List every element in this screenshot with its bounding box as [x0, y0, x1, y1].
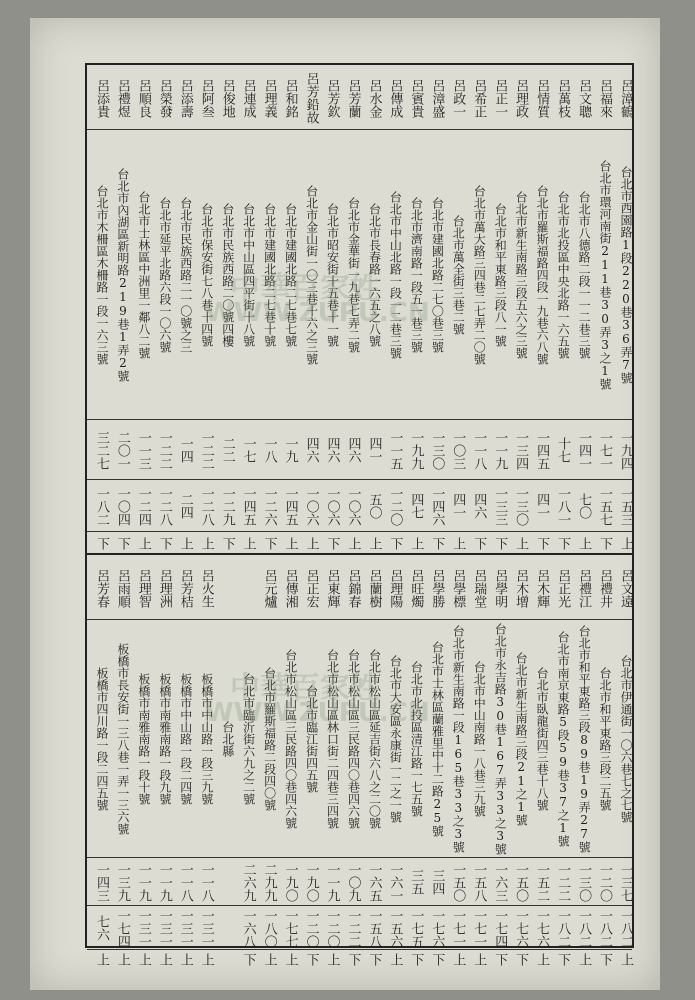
top-seq-cell: 一四六 — [429, 486, 445, 526]
top-address-cell: 台北市長春路一六五之八號 — [367, 203, 382, 347]
bottom-votes-cell: 二六九 — [240, 862, 256, 902]
bottom-name-cell: 呂理洲 — [156, 568, 172, 608]
top-votes-cell: 二〇一 — [114, 430, 130, 470]
top-pos-cell: 上 — [617, 536, 633, 550]
top-address-cell: 台北市木柵區木柵路一段一六三號 — [94, 185, 109, 365]
top-seq-cell: 一〇六 — [345, 486, 361, 526]
top-address-cell: 台北市保安街七八巷十四號 — [199, 203, 214, 347]
top-name-cell: 呂阿叁 — [198, 78, 214, 118]
top-seq-cell: 一三〇 — [513, 486, 529, 526]
bottom-seq-cell: 一三一 — [135, 909, 151, 948]
top-pos-cell: 上 — [177, 536, 193, 550]
bottom-pos-cell: 上 — [617, 953, 633, 966]
bottom-votes-cell: 三四 — [429, 869, 445, 895]
top-address-cell: 台北市建國北路二七巷七號 — [283, 203, 298, 347]
top-name-cell: 呂俊地 — [219, 78, 235, 118]
watermark: 中華百家姓 — [230, 271, 380, 306]
top-votes-cell: 一三四 — [513, 430, 529, 470]
top-seq-cell: 一〇六 — [324, 486, 340, 526]
bottom-votes-cell — [213, 861, 234, 903]
top-name-cell: 呂連成 — [240, 78, 256, 118]
bottom-address-cell: 台北市新生南路一段165巷33之3號 — [451, 625, 466, 853]
bottom-seq-cell: 一五六 — [387, 909, 403, 948]
bottom-pos-cell: 下 — [429, 953, 445, 966]
top-pos-cell: 下 — [387, 536, 403, 550]
bottom-name-cell: 呂錦春 — [345, 568, 361, 608]
bottom-name-cell: 呂東輝 — [324, 568, 340, 608]
top-seq-cell: 一五三 — [617, 486, 633, 526]
bottom-address-cell: 台北市松山區延吉街六八之二〇號 — [367, 649, 382, 829]
bottom-votes-cell: 一五〇 — [513, 862, 529, 902]
top-name-cell: 呂理政 — [513, 78, 529, 118]
bottom-address-cell: 台北市中山南路一八巷三九號 — [472, 661, 487, 817]
top-pos-cell: 上 — [240, 536, 256, 550]
bottom-name-cell: 呂雨順 — [114, 568, 130, 608]
top-address-cell: 台北市北投區中央北路一六五號 — [556, 191, 571, 359]
watermark: WWW.ZUPU.CN — [205, 698, 430, 728]
table-rule — [87, 553, 632, 555]
bottom-pos-cell: 上 — [387, 953, 403, 966]
table-rule — [87, 531, 632, 532]
bottom-seq-cell: 一六八 — [240, 909, 256, 948]
bottom-pos-cell: 上 — [261, 953, 277, 966]
bottom-pos-cell: 下 — [597, 953, 613, 966]
bottom-name-cell: 呂芳桔 — [177, 568, 193, 608]
top-address-cell: 台北市民族西路二一〇號之三 — [178, 197, 193, 353]
bottom-seq-cell: 一三一 — [198, 909, 214, 948]
top-address-cell: 台北市民族西路二〇號四樓 — [220, 203, 235, 347]
top-votes-cell: 一三〇 — [429, 430, 445, 470]
bottom-seq-cell: 一八〇 — [261, 909, 277, 948]
bottom-address-cell: 台北市和平東路三段89巷19弄27號 — [577, 625, 592, 853]
bottom-seq-cell: 一七六 — [513, 909, 529, 948]
bottom-address-cell: 台北市臨江街四五號 — [304, 685, 319, 793]
bottom-seq-cell: 一七五 — [408, 909, 424, 948]
bottom-pos-cell: 下 — [492, 953, 508, 966]
top-seq-cell: 七〇 — [576, 493, 592, 519]
bottom-name-cell: 呂學明 — [492, 568, 508, 608]
bottom-pos-cell: 上 — [450, 953, 466, 966]
top-votes-cell: 一一三 — [135, 430, 151, 470]
top-seq-cell: 一二八 — [198, 486, 214, 526]
top-seq-cell: 一二〇 — [387, 486, 403, 526]
top-votes-cell: 四一 — [366, 437, 382, 463]
top-seq-cell: 一二六 — [261, 486, 277, 526]
bottom-pos-cell: 上 — [534, 953, 550, 966]
bottom-pos-cell: 上 — [471, 953, 487, 966]
watermark: 中華百家姓 — [230, 671, 380, 706]
table-rule — [87, 479, 632, 480]
bottom-seq-cell: 一七四 — [114, 909, 130, 948]
top-name-cell: 呂希正 — [471, 78, 487, 118]
bottom-pos-cell: 下 — [303, 953, 319, 966]
top-votes-cell: 三二七 — [93, 430, 109, 470]
top-pos-cell: 下 — [93, 536, 109, 550]
top-votes-cell: 一九 — [282, 437, 298, 463]
bottom-address-cell: 台北市士林區蘭雅里中十二路25號 — [430, 641, 445, 837]
top-seq-cell: 一八一 — [555, 486, 571, 526]
bottom-pos-cell: 上 — [576, 953, 592, 966]
bottom-pos-cell: 上 — [324, 953, 340, 966]
top-votes-cell: 一一五 — [387, 430, 403, 470]
top-address-cell: 台北市八德路二段一一二巷三號 — [577, 191, 592, 359]
top-seq-cell: 一五七 — [597, 486, 613, 526]
top-pos-cell: 上 — [303, 536, 319, 550]
bottom-seq-cell: 一八二 — [597, 909, 613, 948]
top-pos-cell: 下 — [261, 536, 277, 550]
bottom-seq-cell: 一八二 — [617, 909, 633, 948]
top-name-cell: 呂理義 — [261, 78, 277, 118]
top-name-cell: 呂和銘 — [282, 78, 298, 118]
bottom-votes-cell: 二九九 — [261, 862, 277, 902]
bottom-votes-cell: 一五八 — [471, 862, 487, 902]
top-pos-cell: 上 — [408, 536, 424, 550]
bottom-seq-cell: 一七六 — [429, 909, 445, 948]
bottom-address-cell: 板橋市中山路一段三九號 — [199, 673, 214, 805]
top-votes-cell: 一七一 — [597, 430, 613, 470]
bottom-votes-cell: 一九〇 — [282, 862, 298, 902]
top-votes-cell: 一四 — [177, 437, 193, 463]
top-name-cell: 呂文聰 — [576, 78, 592, 118]
top-address-cell: 台北市建國北路二七巷十號 — [262, 203, 277, 347]
table-rule — [87, 949, 632, 950]
bottom-name-cell: 呂蘭樹 — [366, 568, 382, 608]
bottom-address-cell: 台北市臨沂街六九之二號 — [241, 673, 256, 805]
bottom-address-cell: 台北市大安區永康街一二之一號 — [388, 655, 403, 823]
bottom-votes-cell: 一一九 — [135, 862, 151, 902]
bottom-address-cell: 板橋市南雅南路一段九號 — [157, 673, 172, 805]
bottom-votes-cell: 一一八 — [198, 862, 214, 902]
table-rule — [87, 857, 632, 858]
bottom-seq-cell: 一七七 — [282, 909, 298, 948]
top-votes-cell: 一一八 — [471, 430, 487, 470]
bottom-address-cell: 台北市伊通街一〇六巷七之七號 — [618, 655, 633, 823]
top-address-cell: 台北市中山區四平街十八號 — [241, 203, 256, 347]
bottom-address-cell: 台北市新生南路三段21之1號 — [514, 652, 529, 826]
bottom-seq-cell — [213, 909, 234, 947]
top-address-cell: 台北市萬全街三巷二號 — [451, 215, 466, 335]
top-name-cell: 呂正一 — [492, 78, 508, 118]
bottom-name-cell: 呂木輝 — [534, 568, 550, 608]
bottom-pos-cell: 上 — [93, 953, 109, 966]
top-address-cell: 台北市濟南路一段五一巷三號 — [409, 197, 424, 353]
bottom-name-cell: 呂理智 — [135, 568, 151, 608]
top-address-cell: 台北市昭安街十五巷十一號 — [325, 203, 340, 347]
top-pos-cell: 上 — [282, 536, 298, 550]
bottom-seq-cell: 七六 — [93, 915, 109, 941]
table-rule — [87, 619, 632, 620]
top-seq-cell: 一〇四 — [114, 486, 130, 526]
bottom-seq-cell: 一二〇 — [324, 909, 340, 948]
bottom-address-cell: 台北市和平東路三段二五號 — [598, 667, 613, 811]
bottom-votes-cell: 一六三 — [492, 862, 508, 902]
top-name-cell: 呂榮發 — [156, 78, 172, 118]
top-address-cell: 台北市金山街一〇三巷十六之三號 — [304, 185, 319, 365]
bottom-name-cell — [213, 559, 234, 617]
bottom-name-cell: 呂學勝 — [429, 568, 445, 608]
top-pos-cell: 下 — [471, 536, 487, 550]
bottom-votes-cell: 一五〇 — [450, 862, 466, 902]
top-name-cell: 呂漳鶴 — [617, 78, 633, 118]
bottom-pos-cell: 下 — [513, 953, 529, 966]
table-rule — [87, 419, 632, 420]
bottom-votes-cell: 一二〇 — [597, 862, 613, 902]
top-address-cell: 台北市羅斯福路四段一九巷六八號 — [535, 185, 550, 365]
top-pos-cell: 下 — [534, 536, 550, 550]
top-address-cell: 台北市金華街一九巷七弄二號 — [346, 197, 361, 353]
top-address-cell: 台北市環河南街211巷30弄3之1號 — [598, 160, 613, 390]
bottom-seq-cell: 一七一 — [471, 909, 487, 948]
bottom-votes-cell: 一一九 — [156, 862, 172, 902]
top-votes-cell: 四六 — [345, 437, 361, 463]
bottom-name-cell: 呂旺燭 — [408, 568, 424, 608]
top-pos-cell: 下 — [555, 536, 571, 550]
bottom-name-cell: 呂火生 — [198, 568, 214, 608]
top-seq-cell: 一四五 — [282, 486, 298, 526]
bottom-address-cell: 板橋市四川路一段二四五號 — [94, 667, 109, 811]
top-name-cell: 呂芳蘭 — [345, 78, 361, 118]
top-pos-cell: 下 — [492, 536, 508, 550]
top-seq-cell: 四六 — [471, 493, 487, 519]
top-seq-cell: 一四五 — [240, 486, 256, 526]
bottom-seq-cell: 一七四 — [492, 909, 508, 948]
top-name-cell: 呂賓貴 — [408, 78, 424, 118]
top-name-cell: 呂水金 — [366, 78, 382, 118]
bottom-pos-cell: 上 — [177, 953, 193, 966]
top-seq-cell: 四一 — [450, 493, 466, 519]
top-address-cell: 台北市和平東路三段八一號 — [493, 203, 508, 347]
bottom-votes-cell: 一一九 — [324, 862, 340, 902]
top-name-cell: 呂情質 — [534, 78, 550, 118]
top-pos-cell: 下 — [429, 536, 445, 550]
bottom-name-cell: 呂芳春 — [93, 568, 109, 608]
bottom-seq-cell: 一八二 — [555, 909, 571, 948]
bottom-address-cell: 台北市南京東路5段59巷37之1號 — [556, 631, 571, 847]
top-seq-cell: 四七 — [408, 493, 424, 519]
top-seq-cell: 一二四 — [135, 486, 151, 526]
bottom-votes-cell: 一〇九 — [345, 862, 361, 902]
top-pos-cell: 下 — [114, 536, 130, 550]
bottom-votes-cell: 一三七 — [617, 862, 633, 902]
top-pos-cell: 下 — [324, 536, 340, 550]
bottom-votes-cell: 一五二 — [534, 862, 550, 902]
bottom-name-cell: 呂禮江 — [576, 568, 592, 608]
top-seq-cell: 一三三 — [492, 486, 508, 526]
bottom-seq-cell: 一八二 — [576, 909, 592, 948]
top-name-cell: 呂萬枝 — [555, 78, 571, 118]
top-name-cell: 呂漳盛 — [429, 78, 445, 118]
bottom-name-cell: 呂正宏 — [303, 568, 319, 608]
top-name-cell: 呂添貴 — [93, 78, 109, 118]
bottom-name-cell: 呂學標 — [450, 568, 466, 608]
name-register-table — [85, 63, 634, 966]
bottom-seq-cell: 一七六 — [534, 909, 550, 948]
bottom-votes-cell: 一九〇 — [303, 862, 319, 902]
bottom-pos-cell: 上 — [156, 953, 172, 966]
top-votes-cell: 四六 — [324, 437, 340, 463]
top-votes-cell: 四六 — [303, 437, 319, 463]
table-rule — [87, 129, 632, 130]
top-seq-cell: 五〇 — [366, 493, 382, 519]
top-votes-cell: 一九九 — [408, 430, 424, 470]
top-pos-cell: 上 — [198, 536, 214, 550]
bottom-pos-cell: 上 — [282, 953, 298, 966]
top-name-cell: 呂福來 — [597, 78, 613, 118]
top-pos-cell: 下 — [219, 536, 235, 550]
bottom-pos-cell: 上 — [198, 953, 214, 966]
top-pos-cell: 上 — [450, 536, 466, 550]
bottom-name-cell: 呂瑞堂 — [471, 568, 487, 608]
top-votes-cell: 一一九 — [492, 430, 508, 470]
bottom-address-cell: 板橋市長安街一三八巷一弄一三六號 — [115, 643, 130, 835]
top-pos-cell: 上 — [345, 536, 361, 550]
bottom-pos-cell: 上 — [114, 953, 130, 966]
top-name-cell: 呂芳欽 — [324, 78, 340, 118]
bottom-votes-cell: 一二二 — [555, 862, 571, 902]
top-name-cell: 呂禮煜 — [114, 78, 130, 118]
top-pos-cell: 上 — [576, 536, 592, 550]
top-votes-cell: 一四一 — [576, 430, 592, 470]
bottom-name-cell — [234, 559, 255, 617]
bottom-votes-cell: 一四三 — [93, 862, 109, 902]
bottom-seq-cell: 一二二 — [345, 909, 361, 948]
bottom-votes-cell: 一三九 — [114, 862, 130, 902]
top-address-cell: 台北市士林區中洲里一鄰八二號 — [136, 191, 151, 359]
bottom-address-cell: 台北市臥龍街四三巷十八號 — [535, 667, 550, 811]
top-pos-cell: 上 — [135, 536, 151, 550]
bottom-seq-cell: 一三一 — [156, 909, 172, 948]
top-seq-cell: 一二八 — [156, 486, 172, 526]
top-votes-cell: 一二二 — [156, 430, 172, 470]
bottom-votes-cell: 一一八 — [177, 862, 193, 902]
top-pos-cell: 下 — [156, 536, 172, 550]
bottom-votes-cell: 三五 — [408, 869, 424, 895]
bottom-name-cell: 呂木增 — [513, 568, 529, 608]
top-seq-cell: 二四 — [177, 493, 193, 519]
bottom-votes-cell: 一三〇 — [576, 862, 592, 902]
top-name-cell: 呂順良 — [135, 78, 151, 118]
top-seq-cell: 四一 — [534, 493, 550, 519]
top-votes-cell: 一七 — [240, 437, 256, 463]
bottom-address-cell: 台北市永吉路30巷167弄33之3號 — [493, 623, 508, 855]
bottom-name-cell: 呂理陽 — [387, 568, 403, 608]
top-pos-cell: 上 — [513, 536, 529, 550]
top-seq-cell: 一二九 — [219, 486, 235, 526]
top-name-cell: 呂添壽 — [177, 78, 193, 118]
top-name-cell: 呂芳鉛故 — [303, 72, 319, 124]
bottom-pos-cell: 上 — [135, 953, 151, 966]
top-votes-cell: 一八 — [261, 437, 277, 463]
bottom-pos-cell: 下 — [240, 953, 256, 966]
bottom-name-cell: 呂傳湘 — [282, 568, 298, 608]
bottom-votes-cell: 一六五 — [366, 862, 382, 902]
bottom-address-cell: 台北市松山區三民路四〇巷四六號 — [283, 649, 298, 829]
bottom-seq-cell: 一五八 — [366, 909, 382, 948]
top-votes-cell: 十七 — [555, 437, 571, 463]
bottom-seq-cell: 一七一 — [450, 909, 466, 948]
bottom-address-cell: 台北市松山區林口街二四巷三四號 — [325, 649, 340, 829]
bottom-name-cell: 呂文遠 — [617, 568, 633, 608]
top-votes-cell: 一二二 — [198, 430, 214, 470]
top-name-cell: 呂政一 — [450, 78, 466, 118]
top-address-cell: 台北市萬大路三四巷二七弄二〇號 — [472, 185, 487, 365]
top-votes-cell: 一四五 — [534, 430, 550, 470]
top-address-cell: 台北市建國北路二七〇巷三號 — [430, 197, 445, 353]
bottom-name-cell: 呂禮井 — [597, 568, 613, 608]
document-page — [30, 18, 660, 990]
bottom-pos-cell: 下 — [555, 953, 571, 966]
bottom-votes-cell: 一六一 — [387, 862, 403, 902]
bottom-name-cell: 呂元爐 — [261, 568, 277, 608]
top-votes-cell: 一九四 — [617, 430, 633, 470]
bottom-address-cell: 台北縣 — [220, 721, 235, 757]
top-votes-cell: 二二 — [219, 437, 235, 463]
top-seq-cell: 一八二 — [93, 486, 109, 526]
watermark: WWW.ZUPU.CN — [205, 298, 430, 328]
top-pos-cell: 下 — [597, 536, 613, 550]
bottom-address-cell: 台北市松山區三民路四〇巷四六號 — [346, 649, 361, 829]
top-address-cell: 台北市中山北路一段一二巷三號 — [388, 191, 403, 359]
bottom-address-cell: 板橋市南雅南路一段十號 — [136, 673, 151, 805]
bottom-address-cell: 台北市北投區清江路一七五號 — [409, 661, 424, 817]
top-votes-cell: 一〇三 — [450, 430, 466, 470]
top-seq-cell: 一〇六 — [303, 486, 319, 526]
bottom-pos-cell: 下 — [366, 953, 382, 966]
bottom-address-cell: 板橋市中山路一段二四號 — [178, 673, 193, 805]
top-name-cell: 呂傳成 — [387, 78, 403, 118]
top-address-cell: 台北市內湖區新明路219巷1弄2號 — [115, 168, 130, 382]
bottom-address-cell: 台北市羅斯福路二段四〇號 — [262, 667, 277, 811]
bottom-pos-cell: 下 — [345, 953, 361, 966]
table-rule — [87, 905, 632, 906]
top-pos-cell: 上 — [366, 536, 382, 550]
bottom-seq-cell: 一二〇 — [303, 909, 319, 948]
bottom-name-cell: 呂正光 — [555, 568, 571, 608]
top-address-cell: 台北市新生南路三段五六之三號 — [514, 191, 529, 359]
top-address-cell: 台北市西園路1段220巷36弄7號 — [618, 166, 633, 384]
bottom-seq-cell: 一三一 — [177, 909, 193, 948]
bottom-pos-cell: 下 — [408, 953, 424, 966]
top-address-cell: 台北市延平北路六段一〇六號 — [157, 197, 172, 353]
